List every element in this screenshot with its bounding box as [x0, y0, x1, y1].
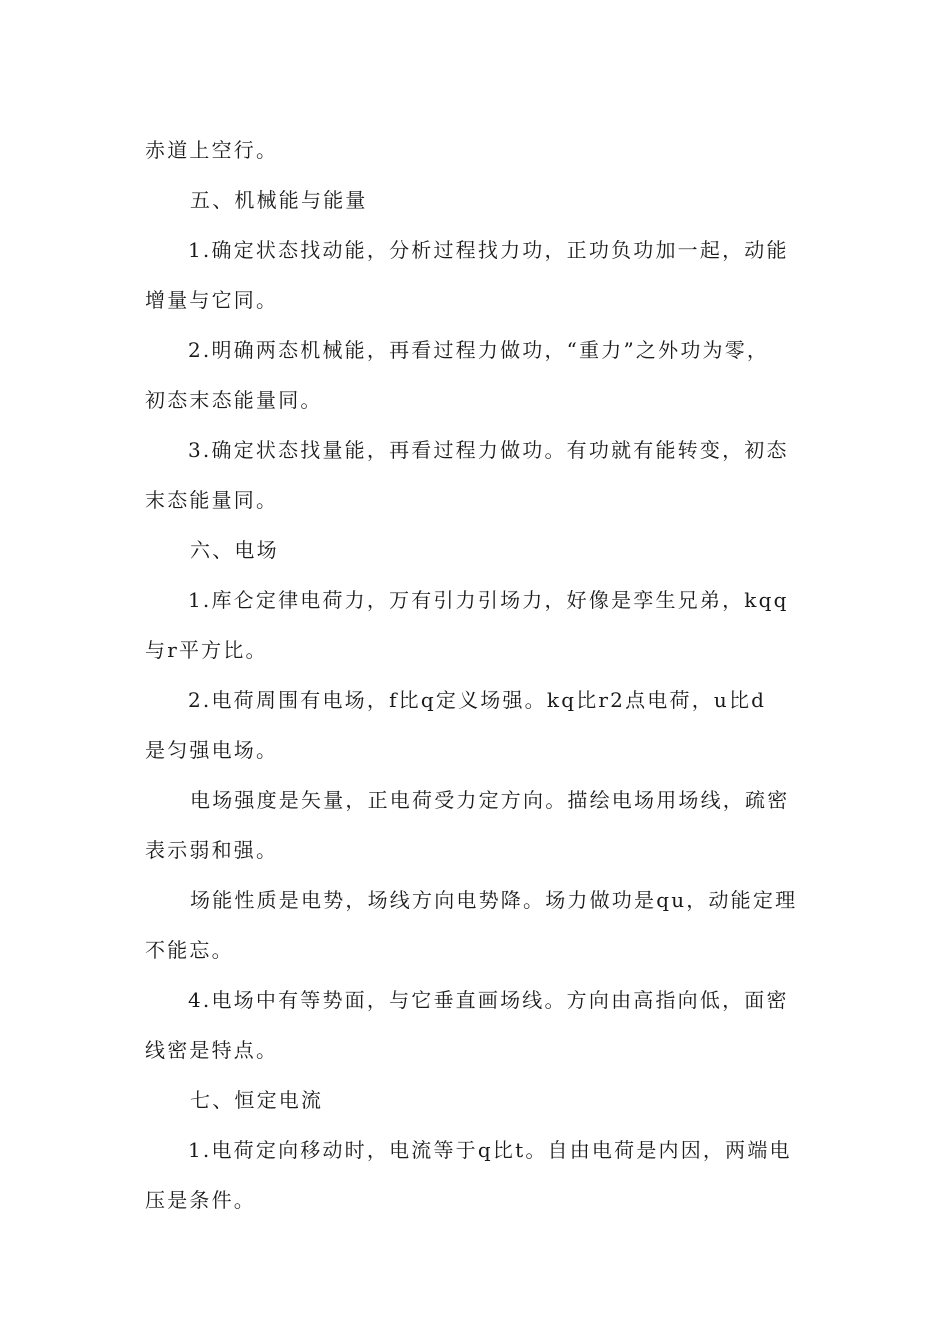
text-line: 与r平方比。 [145, 638, 268, 662]
text-line: 赤道上空行。 [145, 138, 279, 162]
text-line: 增量与它同。 [145, 288, 279, 312]
text-line: 电场强度是矢量，正电荷受力定方向。描绘电场用场线，疏密 [190, 788, 790, 812]
text-line: 3.确定状态找量能，再看过程力做功。有功就有能转变，初态 [188, 438, 789, 462]
text-line: 2.明确两态机械能，再看过程力做功，“重力”之外功为零， [188, 338, 770, 362]
text-line: 1.确定状态找动能，分析过程找力功，正功负功加一起，动能 [188, 238, 789, 262]
text-line: 末态能量同。 [145, 488, 279, 512]
text-line: 是匀强电场。 [145, 738, 279, 762]
text-line: 不能忘。 [145, 938, 234, 962]
text-line: 初态末态能量同。 [145, 388, 323, 412]
text-line: 线密是特点。 [145, 1038, 279, 1062]
text-line: 1.电荷定向移动时，电流等于q比t。自由电荷是内因，两端电 [188, 1138, 792, 1162]
text-line: 2.电荷周围有电场，f比q定义场强。kq比r2点电荷，u比d [188, 688, 767, 712]
section-heading: 五、机械能与能量 [190, 188, 368, 212]
text-line: 表示弱和强。 [145, 838, 279, 862]
section-heading: 七、恒定电流 [190, 1088, 324, 1112]
text-line: 压是条件。 [145, 1188, 256, 1212]
text-line: 4.电场中有等势面，与它垂直画场线。方向由高指向低，面密 [188, 988, 789, 1012]
text-line: 场能性质是电势，场线方向电势降。场力做功是qu，动能定理 [190, 888, 798, 912]
text-line: 1.库仑定律电荷力，万有引力引场力，好像是孪生兄弟，kqq [188, 588, 789, 612]
section-heading: 六、电场 [190, 538, 279, 562]
